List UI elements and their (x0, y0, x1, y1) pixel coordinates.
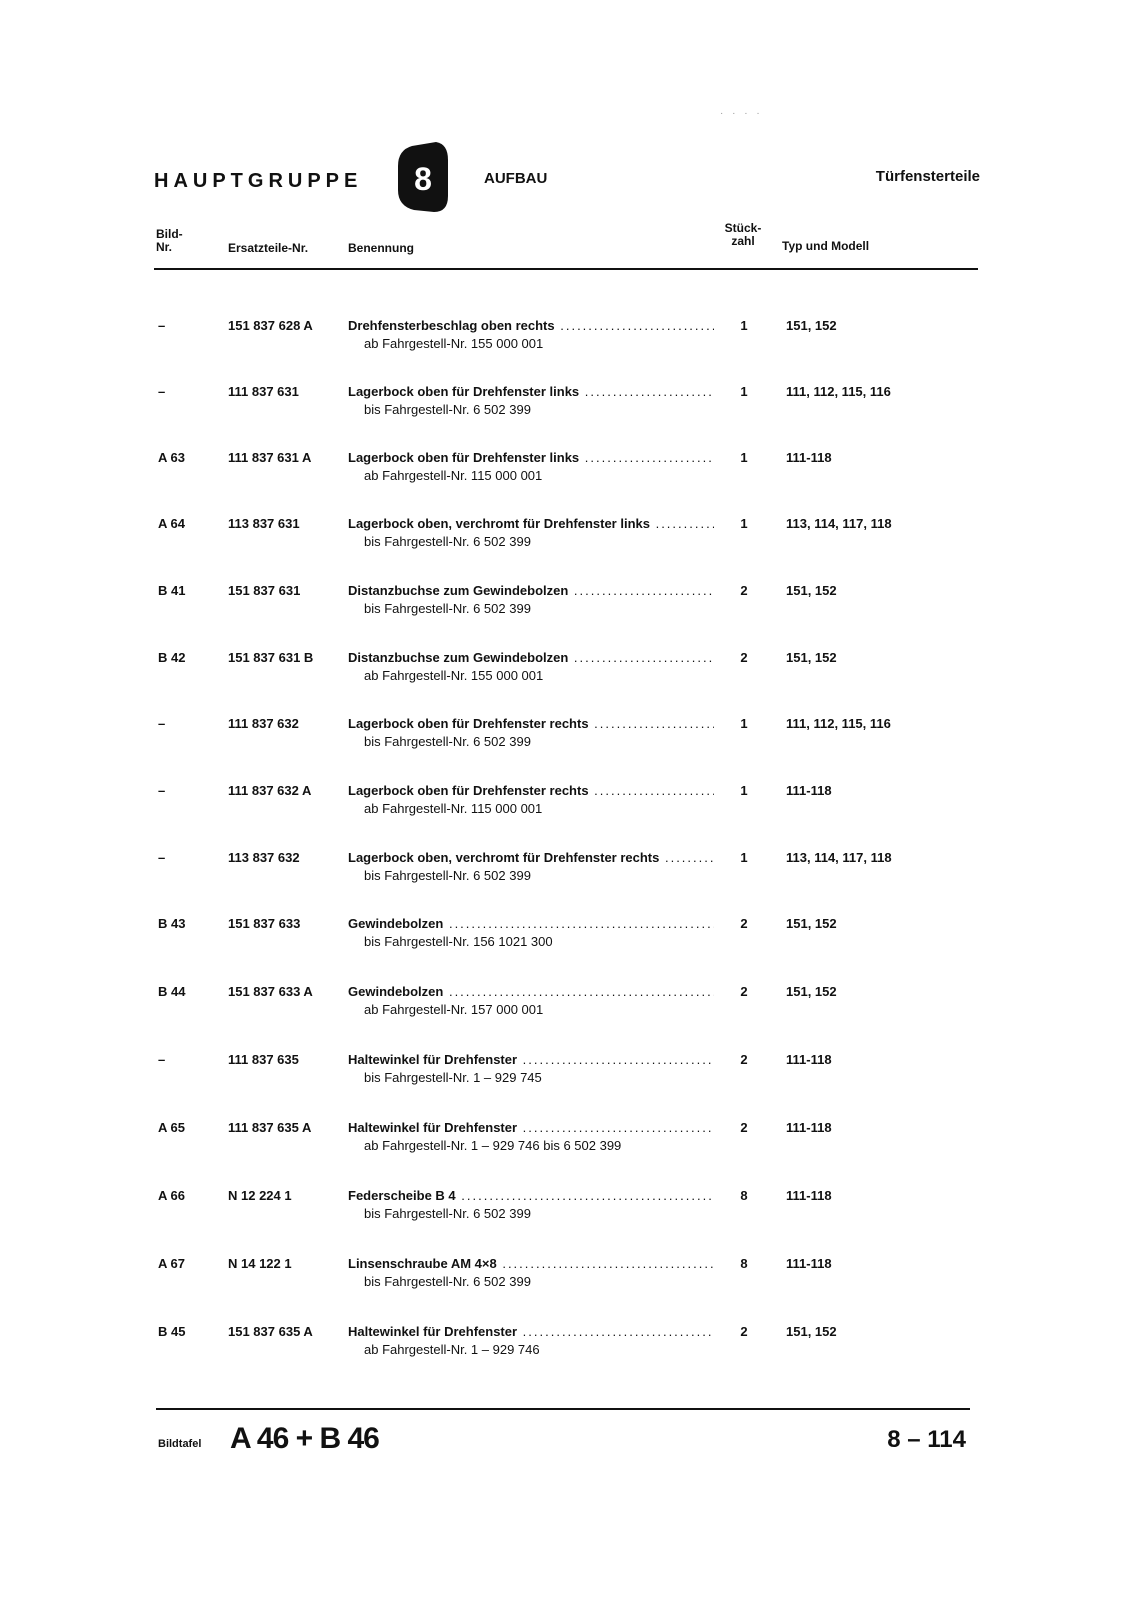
chassis-note: bis Fahrgestell-Nr. 6 502 399 (364, 1274, 531, 1289)
bild-nr-cell: – (158, 1052, 166, 1067)
bild-nr-cell: A 65 (158, 1120, 185, 1135)
part-number-cell: 111 837 635 (228, 1052, 299, 1067)
model-cell: 111-118 (786, 1256, 832, 1271)
chassis-note: bis Fahrgestell-Nr. 6 502 399 (364, 734, 531, 749)
description-cell (348, 1256, 714, 1289)
description-cell (348, 716, 714, 749)
part-number-cell: 111 837 635 A (228, 1120, 312, 1135)
quantity-cell: 1 (740, 450, 748, 465)
quantity-cell: 8 (740, 1188, 748, 1203)
chassis-note: bis Fahrgestell-Nr. 6 502 399 (364, 868, 531, 883)
bild-nr-cell: A 64 (158, 516, 185, 531)
section-title: Türfensterteile (875, 168, 980, 185)
bild-nr-cell: B 43 (158, 916, 186, 931)
part-number-cell: 111 837 632 (228, 716, 299, 731)
model-cell: 151, 152 (786, 650, 837, 665)
description-text: Linsenschraube AM 4×8 ..... (348, 1256, 714, 1271)
quantity-cell: 2 (740, 1324, 748, 1339)
page-number: 8 – 114 (887, 1426, 966, 1453)
part-number-cell: 151 837 635 A (228, 1324, 313, 1339)
model-cell: 111-118 (786, 1188, 832, 1203)
bild-nr-cell: B 45 (158, 1324, 186, 1339)
quantity-cell: 1 (740, 516, 748, 531)
chassis-note: bis Fahrgestell-Nr. 6 502 399 (364, 1206, 531, 1221)
table-row (152, 384, 978, 430)
part-number-cell: 111 837 631 (228, 384, 299, 399)
description-text: Lagerbock oben für Drehfenster links ..... (348, 450, 714, 465)
description-cell (348, 384, 714, 417)
model-cell: 111-118 (786, 783, 832, 798)
bild-nr-cell: A 66 (158, 1188, 185, 1203)
bild-nr-cell: A 63 (158, 450, 185, 465)
part-number-cell: 151 837 631 (228, 583, 301, 598)
description-cell (348, 650, 714, 683)
column-header-benennung: Benennung (348, 241, 414, 255)
column-headers (152, 222, 978, 268)
description-text: Lagerbock oben für Drehfenster rechts ..... (348, 716, 714, 731)
model-cell: 151, 152 (786, 984, 837, 999)
table-row (152, 583, 978, 629)
part-number-cell: 111 837 632 A (228, 783, 312, 798)
quantity-cell: 1 (740, 716, 748, 731)
chassis-note: ab Fahrgestell-Nr. 1 – 929 746 (364, 1342, 540, 1357)
group-number-badge (396, 142, 450, 214)
part-number-cell: N 14 122 1 (228, 1256, 292, 1271)
table-row (152, 1324, 978, 1370)
description-text: Lagerbock oben für Drehfenster rechts ..... (348, 783, 714, 798)
table-row (152, 450, 978, 496)
description-cell (348, 450, 714, 483)
description-text: Lagerbock oben, verchromt für Drehfenster rechts ..... (348, 850, 714, 865)
stueckzahl-header-text: Stück- zahl (724, 221, 762, 248)
description-text: Federscheibe B 4 ..... (348, 1188, 714, 1203)
description-text: Haltewinkel für Drehfenster ..... (348, 1052, 714, 1067)
chassis-note: bis Fahrgestell-Nr. 6 502 399 (364, 601, 531, 616)
part-number-cell: 151 837 631 B (228, 650, 314, 665)
model-cell: 113, 114, 117, 118 (786, 850, 892, 865)
model-cell: 111, 112, 115, 116 (786, 716, 891, 731)
description-cell (348, 984, 714, 1017)
quantity-cell: 2 (740, 1120, 748, 1135)
description-cell (348, 1188, 714, 1221)
model-cell: 111-118 (786, 450, 832, 465)
chassis-note: ab Fahrgestell-Nr. 157 000 001 (364, 1002, 544, 1017)
quantity-cell: 1 (740, 384, 748, 399)
description-cell (348, 583, 714, 616)
model-cell: 111, 112, 115, 116 (786, 384, 891, 399)
footer-divider (156, 1408, 970, 1410)
group-number: 8 (414, 161, 432, 197)
page-header (150, 140, 980, 220)
bild-nr-header-text: Bild- Nr. (156, 227, 183, 254)
part-number-cell: 151 837 628 A (228, 318, 313, 333)
chassis-note: ab Fahrgestell-Nr. 155 000 001 (364, 336, 544, 351)
table-row (152, 984, 978, 1030)
chassis-note: ab Fahrgestell-Nr. 1 – 929 746 bis 6 502 399 (364, 1138, 622, 1153)
quantity-cell: 8 (740, 1256, 748, 1271)
chassis-note: ab Fahrgestell-Nr. 115 000 001 (364, 801, 543, 816)
chassis-note: ab Fahrgestell-Nr. 155 000 001 (364, 668, 544, 683)
group-badge-icon (396, 142, 450, 214)
description-cell (348, 516, 714, 549)
part-number-cell: 113 837 632 (228, 850, 300, 865)
bild-nr-cell: – (158, 850, 166, 865)
description-text: Lagerbock oben für Drehfenster links ..... (348, 384, 714, 399)
quantity-cell: 1 (740, 850, 748, 865)
table-row (152, 1052, 978, 1098)
table-row (152, 716, 978, 762)
chassis-note: bis Fahrgestell-Nr. 6 502 399 (364, 534, 531, 549)
description-cell (348, 783, 714, 816)
chassis-note: bis Fahrgestell-Nr. 6 502 399 (364, 402, 531, 417)
table-row (152, 850, 978, 896)
description-cell (348, 318, 714, 351)
quantity-cell: 2 (740, 1052, 748, 1067)
table-row (152, 318, 978, 364)
model-cell: 111-118 (786, 1120, 832, 1135)
quantity-cell: 2 (740, 984, 748, 999)
group-label: HAUPTGRUPPE (154, 170, 363, 192)
description-cell (348, 1052, 714, 1085)
column-header-stueckzahl (718, 222, 768, 248)
bild-nr-cell: – (158, 783, 166, 798)
column-header-bild-nr (156, 228, 196, 254)
description-text: Haltewinkel für Drehfenster ..... (348, 1120, 714, 1135)
column-header-typ-modell: Typ und Modell (782, 239, 870, 253)
chassis-note: bis Fahrgestell-Nr. 156 1021 300 (364, 934, 553, 949)
chassis-note: bis Fahrgestell-Nr. 1 – 929 745 (364, 1070, 542, 1085)
table-row (152, 783, 978, 829)
part-number-cell: 151 837 633 A (228, 984, 313, 999)
model-cell: 151, 152 (786, 916, 837, 931)
bild-nr-cell: – (158, 716, 166, 731)
description-cell (348, 1324, 714, 1357)
description-text: Gewindebolzen ..... (348, 916, 714, 931)
table-row (152, 516, 978, 562)
header-divider (154, 268, 978, 270)
model-cell: 151, 152 (786, 318, 837, 333)
bild-nr-cell: B 41 (158, 583, 186, 598)
model-cell: 151, 152 (786, 1324, 837, 1339)
chassis-note: ab Fahrgestell-Nr. 115 000 001 (364, 468, 543, 483)
table-row (152, 1120, 978, 1166)
category-label: AUFBAU (484, 170, 548, 187)
table-row (152, 1188, 978, 1234)
quantity-cell: 2 (740, 583, 748, 598)
column-header-ersatzteile-nr: Ersatzteile-Nr. (228, 241, 309, 255)
bild-nr-cell: A 67 (158, 1256, 185, 1271)
model-cell: 151, 152 (786, 583, 837, 598)
table-row (152, 916, 978, 962)
part-number-cell: 113 837 631 (228, 516, 300, 531)
bild-nr-cell: B 44 (158, 984, 186, 999)
quantity-cell: 2 (740, 650, 748, 665)
description-text: Distanzbuchse zum Gewindebolzen ..... (348, 583, 714, 598)
part-number-cell: 151 837 633 (228, 916, 301, 931)
quantity-cell: 1 (740, 783, 748, 798)
bild-nr-cell: – (158, 384, 166, 399)
plate-reference: A 46 + B 46 (230, 1422, 379, 1455)
plate-label: Bildtafel (158, 1438, 202, 1450)
description-text: Drehfensterbeschlag oben rechts ..... (348, 318, 714, 333)
bild-nr-cell: – (158, 318, 166, 333)
description-text: Haltewinkel für Drehfenster ..... (348, 1324, 714, 1339)
description-cell (348, 916, 714, 949)
description-cell (348, 1120, 714, 1153)
part-number-cell: 111 837 631 A (228, 450, 312, 465)
description-cell (348, 850, 714, 883)
quantity-cell: 2 (740, 916, 748, 931)
description-text: Gewindebolzen ..... (348, 984, 714, 999)
model-cell: 113, 114, 117, 118 (786, 516, 892, 531)
bild-nr-cell: B 42 (158, 650, 186, 665)
model-cell: 111-118 (786, 1052, 832, 1067)
part-number-cell: N 12 224 1 (228, 1188, 292, 1203)
description-text: Lagerbock oben, verchromt für Drehfenster links ..... (348, 516, 714, 531)
scan-speck: · · · · (720, 108, 763, 119)
description-text: Distanzbuchse zum Gewindebolzen ..... (348, 650, 714, 665)
quantity-cell: 1 (740, 318, 748, 333)
table-row (152, 1256, 978, 1302)
table-row (152, 650, 978, 696)
